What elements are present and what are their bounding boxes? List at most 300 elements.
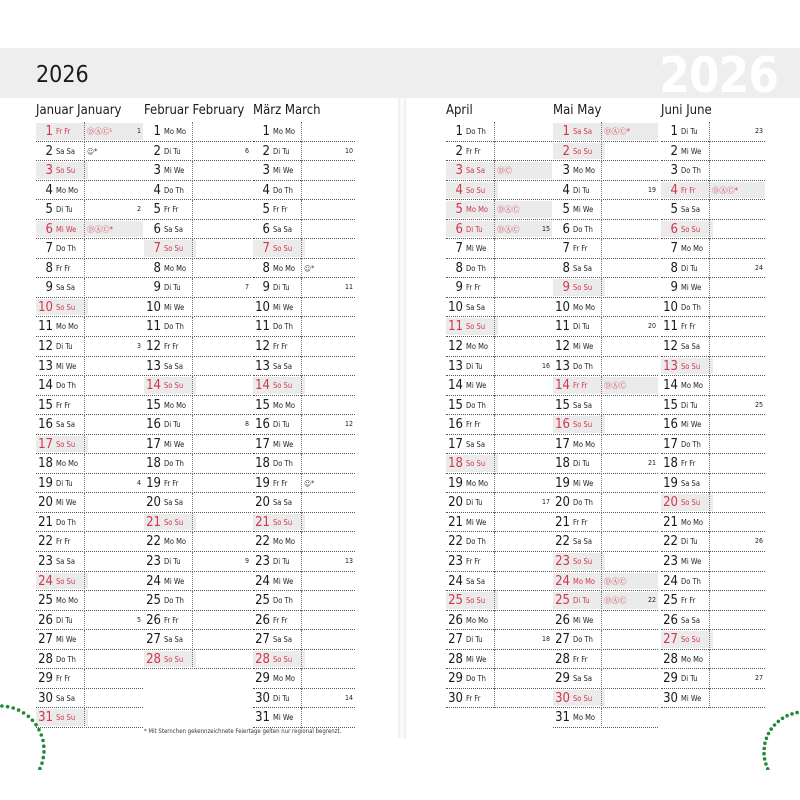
column-divider: [301, 532, 302, 552]
weekday-label: Sa Sa: [56, 283, 75, 293]
week-number: 3: [136, 342, 141, 351]
column-divider: [84, 415, 85, 435]
day-number: 11: [38, 319, 53, 335]
column-divider: [601, 572, 602, 592]
deco-dot: [790, 712, 794, 716]
day-number: 28: [555, 651, 570, 667]
day-row: [253, 278, 355, 298]
weekday-label: Di Tu: [273, 693, 290, 703]
day-number: 21: [255, 514, 270, 530]
day-number: 20: [38, 495, 53, 511]
weekday-label: Fr Fr: [466, 420, 481, 430]
month-heading: April: [446, 103, 473, 118]
column-divider: [301, 122, 302, 142]
weekday-label: Fr Fr: [681, 322, 696, 332]
column-divider: [601, 376, 602, 396]
day-row: [553, 435, 658, 455]
day-number: 12: [448, 339, 463, 355]
weekday-label: Mi We: [466, 244, 487, 254]
day-number: 4: [455, 182, 463, 198]
day-row: [253, 611, 355, 631]
day-number: 22: [255, 534, 270, 550]
day-row: [661, 239, 765, 259]
day-number: 15: [146, 397, 161, 413]
weekday-label: So Su: [273, 244, 293, 254]
column-divider: [192, 454, 193, 474]
day-number: 20: [555, 495, 570, 511]
weekday-label: Mi We: [573, 205, 594, 215]
note-symbol: ☺*: [304, 478, 315, 488]
day-row: [553, 630, 658, 650]
weekday-label: Sa Sa: [573, 537, 592, 547]
column-divider: [84, 650, 85, 670]
deco-dot: [795, 711, 799, 715]
day-number: 31: [38, 710, 53, 726]
weekday-label: So Su: [466, 459, 486, 469]
deco-dot: [34, 723, 38, 727]
day-row: [661, 591, 765, 611]
day-row: [661, 611, 765, 631]
weekday-label: Mo Mo: [573, 713, 596, 723]
day-row: [36, 317, 143, 337]
day-row: [661, 220, 765, 240]
weekday-label: Mi We: [573, 478, 594, 488]
weekday-label: So Su: [56, 576, 76, 586]
weekday-label: So Su: [56, 302, 76, 312]
holiday-symbols: ⒹⒶⒸ*: [87, 224, 113, 234]
column-divider: [192, 552, 193, 572]
column-divider: [84, 298, 85, 318]
day-number: 15: [555, 397, 570, 413]
day-number: 14: [663, 378, 678, 394]
day-number: 13: [663, 358, 678, 374]
day-number: 1: [45, 124, 53, 139]
day-number: 5: [455, 202, 463, 218]
column-divider: [494, 513, 495, 533]
weekday-label: Mo Mo: [573, 302, 596, 312]
day-number: 19: [448, 475, 463, 491]
column-divider: [84, 317, 85, 337]
day-number: 11: [663, 319, 678, 335]
column-divider: [84, 689, 85, 709]
day-row: [446, 513, 552, 533]
deco-dot: [762, 747, 766, 751]
weekday-label: Di Tu: [573, 459, 590, 469]
day-row: [36, 493, 143, 513]
day-row: [553, 220, 658, 240]
column-divider: [192, 278, 193, 298]
day-row: [36, 161, 143, 181]
week-number: 4: [136, 478, 141, 487]
day-number: 8: [670, 260, 678, 276]
day-number: 5: [45, 202, 53, 218]
day-number: 26: [146, 612, 161, 628]
week-number: 9: [244, 557, 249, 566]
day-number: 19: [38, 475, 53, 491]
day-number: 17: [146, 436, 161, 452]
weekday-label: Mo Mo: [164, 263, 187, 273]
day-number: 23: [555, 554, 570, 570]
column-divider: [601, 317, 602, 337]
day-number: 22: [38, 534, 53, 550]
column-divider: [301, 200, 302, 220]
day-row: [446, 376, 552, 396]
day-number: 29: [663, 671, 678, 687]
day-row: [553, 396, 658, 416]
day-number: 2: [45, 143, 53, 159]
weekday-label: Mi We: [56, 498, 77, 508]
column-divider: [709, 474, 710, 494]
day-row: [446, 161, 552, 181]
day-number: 10: [555, 299, 570, 315]
column-divider: [709, 454, 710, 474]
day-number: 9: [45, 280, 53, 296]
day-number: 11: [448, 319, 463, 335]
day-row: [661, 532, 765, 552]
day-number: 23: [663, 554, 678, 570]
weekday-label: So Su: [681, 635, 701, 645]
day-number: 18: [448, 456, 463, 472]
column-divider: [494, 396, 495, 416]
deco-dot: [40, 733, 44, 737]
column-divider: [494, 376, 495, 396]
day-row: [661, 161, 765, 181]
weekday-label: Di Tu: [273, 420, 290, 430]
day-number: 1: [153, 124, 161, 139]
column-divider: [601, 591, 602, 611]
day-number: 7: [153, 241, 161, 257]
day-row: [144, 493, 251, 513]
column-divider: [601, 708, 602, 728]
weekday-label: So Su: [273, 517, 293, 527]
day-number: 22: [555, 534, 570, 550]
day-number: 8: [455, 260, 463, 276]
day-row: [553, 513, 658, 533]
column-divider: [301, 630, 302, 650]
day-number: 2: [455, 143, 463, 159]
day-number: 26: [255, 612, 270, 628]
column-divider: [494, 200, 495, 220]
weekday-label: Mo Mo: [273, 537, 296, 547]
column-divider: [301, 435, 302, 455]
day-number: 21: [663, 514, 678, 530]
note-symbol: ☺*: [304, 263, 315, 273]
column-divider: [192, 220, 193, 240]
day-number: 18: [146, 456, 161, 472]
day-number: 16: [146, 417, 161, 433]
column-divider: [709, 396, 710, 416]
day-row: [553, 552, 658, 572]
column-divider: [709, 337, 710, 357]
column-divider: [494, 454, 495, 474]
weekday-label: Mi We: [681, 693, 702, 703]
deco-dot: [11, 706, 15, 710]
column-divider: [192, 298, 193, 318]
day-number: 8: [153, 260, 161, 276]
day-row: [253, 474, 355, 494]
holiday-symbols: ⒹⒶⒸ*: [604, 127, 630, 136]
day-row: [144, 278, 251, 298]
day-number: 4: [153, 182, 161, 198]
weekday-label: So Su: [56, 439, 76, 449]
weekday-label: Di Tu: [681, 674, 698, 684]
day-number: 21: [448, 514, 463, 530]
day-row: [446, 278, 552, 298]
week-number: 14: [344, 693, 353, 702]
holiday-symbols: ⒹⒶⒸ: [604, 381, 627, 391]
weekday-label: Fr Fr: [56, 263, 71, 273]
day-row: [661, 435, 765, 455]
column-divider: [494, 317, 495, 337]
column-divider: [709, 259, 710, 279]
weekday-label: Mo Mo: [164, 400, 187, 410]
day-number: 5: [562, 202, 570, 218]
day-row: [144, 220, 251, 240]
weekday-label: Do Th: [56, 244, 76, 254]
weekday-label: Di Tu: [681, 400, 698, 410]
weekday-label: Sa Sa: [466, 576, 485, 586]
day-number: 16: [448, 417, 463, 433]
week-number: 11: [344, 283, 353, 292]
weekday-label: Sa Sa: [573, 674, 592, 684]
week-number: 27: [754, 674, 763, 683]
column-divider: [494, 161, 495, 181]
column-divider: [709, 650, 710, 670]
column-divider: [301, 493, 302, 513]
weekday-label: So Su: [573, 693, 593, 703]
weekday-label: So Su: [573, 283, 593, 293]
column-divider: [84, 161, 85, 181]
day-row: [253, 122, 355, 142]
column-divider: [494, 630, 495, 650]
day-number: 30: [663, 690, 678, 706]
day-row: [253, 259, 355, 279]
column-divider: [301, 669, 302, 689]
week-number: 22: [647, 596, 656, 605]
day-row: [36, 357, 143, 377]
weekday-label: Sa Sa: [273, 498, 292, 508]
day-number: 26: [38, 612, 53, 628]
day-row: [253, 337, 355, 357]
day-number: 30: [38, 690, 53, 706]
weekday-label: Mo Mo: [466, 205, 489, 215]
day-number: 6: [45, 221, 53, 237]
weekday-label: So Su: [56, 166, 76, 176]
column-divider: [601, 396, 602, 416]
column-divider: [192, 493, 193, 513]
day-row: [144, 142, 251, 162]
right-dot-arc-decoration: [752, 690, 800, 770]
column-divider: [601, 239, 602, 259]
week-number: 21: [647, 459, 656, 468]
column-divider: [709, 357, 710, 377]
weekday-label: Mo Mo: [56, 322, 79, 332]
day-row: [36, 396, 143, 416]
day-row: [446, 396, 552, 416]
day-number: 11: [255, 319, 270, 335]
day-number: 13: [555, 358, 570, 374]
holiday-symbols: ⒹⒶⒸ: [604, 596, 627, 606]
day-row: [661, 572, 765, 592]
column-divider: [494, 552, 495, 572]
day-number: 18: [555, 456, 570, 472]
column-divider: [84, 278, 85, 298]
column-divider: [192, 474, 193, 494]
column-divider: [84, 259, 85, 279]
weekday-label: Di Tu: [273, 557, 290, 567]
day-row: [661, 415, 765, 435]
weekday-label: So Su: [164, 517, 184, 527]
weekday-label: Do Th: [681, 302, 701, 312]
column-divider: [84, 532, 85, 552]
holiday-symbols: ⒹⒶⒸ¹: [87, 127, 113, 136]
day-number: 24: [448, 573, 463, 589]
column-divider: [301, 454, 302, 474]
weekday-label: Fr Fr: [573, 381, 588, 391]
day-number: 25: [663, 593, 678, 609]
column-divider: [192, 630, 193, 650]
weekday-label: Mo Mo: [466, 342, 489, 352]
day-row: [144, 532, 251, 552]
day-row: [36, 239, 143, 259]
day-row: [446, 611, 552, 631]
day-number: 28: [146, 651, 161, 667]
column-divider: [709, 513, 710, 533]
column-divider: [84, 337, 85, 357]
column-divider: [601, 689, 602, 709]
day-number: 9: [455, 280, 463, 296]
day-row: [446, 493, 552, 513]
day-row: [36, 142, 143, 162]
month-heading: Februar February: [144, 103, 245, 118]
day-row: [144, 357, 251, 377]
column-divider: [494, 220, 495, 240]
weekday-label: Sa Sa: [273, 361, 292, 371]
day-number: 25: [555, 593, 570, 609]
day-number: 1: [455, 124, 463, 139]
column-divider: [601, 142, 602, 162]
weekday-label: Mi We: [681, 420, 702, 430]
day-number: 20: [255, 495, 270, 511]
day-number: 5: [262, 202, 270, 218]
weekday-label: Mi We: [164, 166, 185, 176]
column-divider: [192, 513, 193, 533]
weekday-label: Do Th: [273, 596, 293, 606]
column-divider: [84, 239, 85, 259]
day-number: 23: [38, 554, 53, 570]
column-divider: [301, 161, 302, 181]
day-number: 4: [45, 182, 53, 198]
day-row: [446, 317, 552, 337]
day-number: 29: [38, 671, 53, 687]
weekday-label: Mo Mo: [56, 459, 79, 469]
column-divider: [301, 239, 302, 259]
column-divider: [709, 493, 710, 513]
column-divider: [301, 708, 302, 728]
day-row: [553, 298, 658, 318]
day-number: 3: [455, 163, 463, 179]
day-number: 10: [255, 299, 270, 315]
day-number: 26: [663, 612, 678, 628]
day-row: [446, 474, 552, 494]
empty-row: [661, 708, 765, 728]
column-divider: [84, 474, 85, 494]
day-row: [446, 435, 552, 455]
day-number: 20: [663, 495, 678, 511]
column-divider: [84, 122, 85, 142]
day-row: [253, 435, 355, 455]
weekday-label: So Su: [681, 361, 701, 371]
column-divider: [494, 142, 495, 162]
day-number: 14: [555, 378, 570, 394]
day-number: 15: [38, 397, 53, 413]
day-row: [253, 532, 355, 552]
weekday-label: Mi We: [681, 283, 702, 293]
deco-dot: [27, 715, 31, 719]
day-number: 28: [38, 651, 53, 667]
column-divider: [709, 572, 710, 592]
week-number: 17: [541, 498, 550, 507]
day-number: 27: [448, 632, 463, 648]
day-row: [253, 572, 355, 592]
day-number: 9: [670, 280, 678, 296]
day-number: 19: [555, 475, 570, 491]
column-divider: [84, 708, 85, 728]
weekday-label: So Su: [466, 185, 486, 195]
empty-row: [144, 669, 251, 689]
day-row: [36, 337, 143, 357]
weekday-label: Mi We: [273, 576, 294, 586]
day-number: 14: [38, 378, 53, 394]
day-number: 7: [45, 241, 53, 257]
weekday-label: Di Tu: [273, 283, 290, 293]
weekday-label: Do Th: [164, 185, 184, 195]
column-divider: [494, 611, 495, 631]
weekday-label: Mo Mo: [681, 381, 704, 391]
column-divider: [84, 181, 85, 201]
day-number: 13: [255, 358, 270, 374]
day-row: [553, 650, 658, 670]
day-number: 12: [663, 339, 678, 355]
column-divider: [494, 669, 495, 689]
day-row: [36, 278, 143, 298]
day-number: 15: [663, 397, 678, 413]
day-number: 6: [670, 221, 678, 237]
week-number: 2: [136, 205, 141, 214]
column-divider: [709, 591, 710, 611]
weekday-label: Sa Sa: [56, 420, 75, 430]
day-row: [661, 396, 765, 416]
day-number: 28: [663, 651, 678, 667]
column-divider: [301, 337, 302, 357]
month-heading: Januar January: [36, 103, 122, 118]
column-divider: [192, 650, 193, 670]
column-divider: [601, 669, 602, 689]
day-number: 10: [38, 299, 53, 315]
column-divider: [709, 317, 710, 337]
column-divider: [601, 161, 602, 181]
weekday-label: Di Tu: [466, 498, 483, 508]
weekday-label: Do Th: [466, 127, 486, 136]
weekday-label: Sa Sa: [273, 224, 292, 234]
empty-row: [144, 708, 251, 728]
deco-dot: [37, 728, 41, 732]
day-number: 25: [146, 593, 161, 609]
column-divider: [84, 142, 85, 162]
day-number: 2: [262, 143, 270, 159]
weekday-label: Do Th: [56, 381, 76, 391]
day-number: 9: [562, 280, 570, 296]
